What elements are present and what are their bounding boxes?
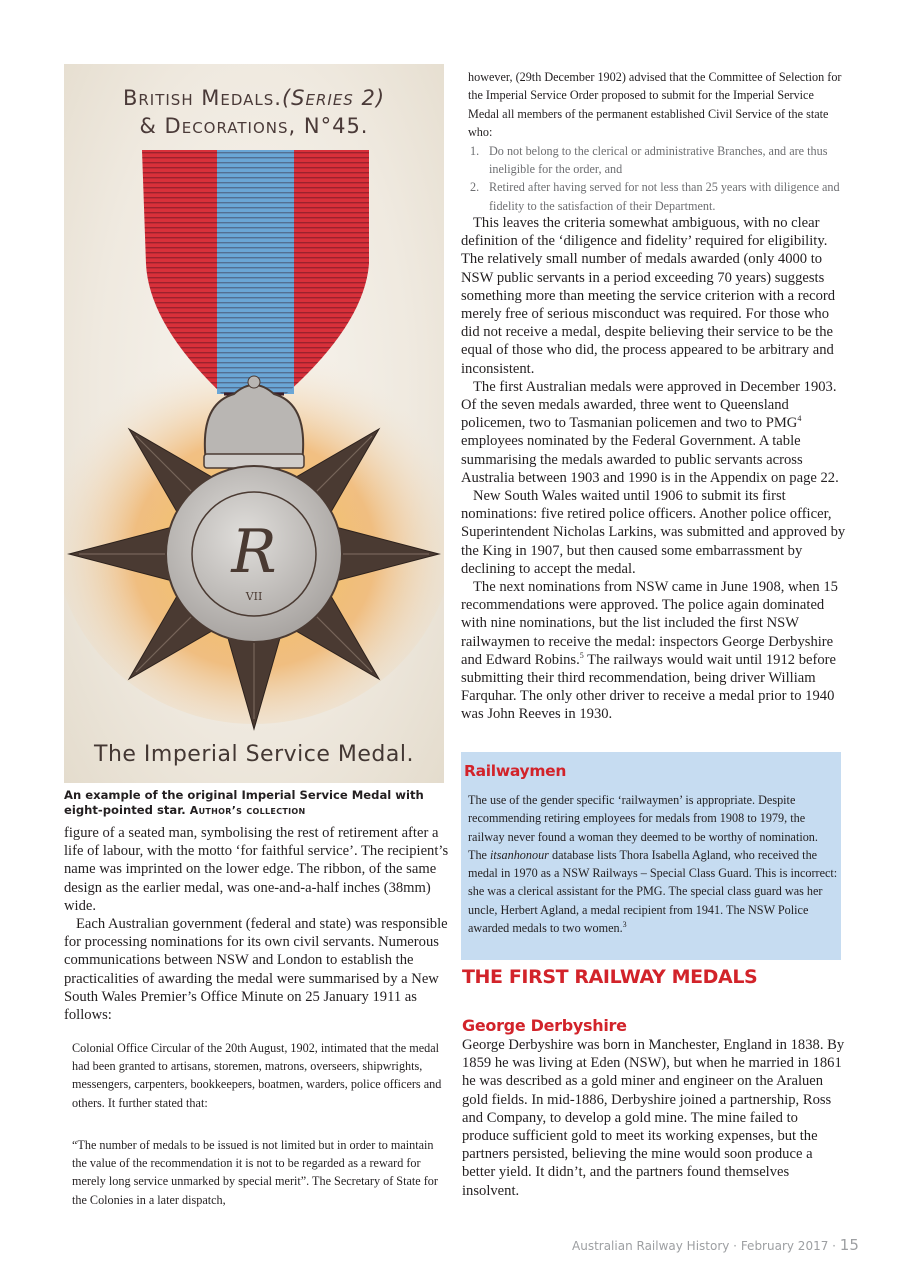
block-quote: Colonial Office Circular of the 20th August, 1902, intimated that the medal had been granted to artisans, storemen, matrons, overseers, shipwrights, messengers, carpenters, bookkeepers, boatmen, warders, police officers and others. It further stated that: <box>72 1041 442 1110</box>
footnote-ref[interactable]: 4 <box>797 414 802 424</box>
paragraph: This leaves the criteria somewhat ambiguous, with no clear definition of the ‘diligence and fidelity’ required for eligibility. The relatively small number of medals awarded (only 4000 to NSW public servants in a period exceeding 70 years) suggests something more than meeting the service criterion with a record merely free of serious misconduct was required. For those who did not receive a medal, despite believing their service to be the equal of those who did, the process appeared to be arbitrary and inconsistent. <box>461 215 836 377</box>
caption-text: An example of the original Imperial Service Medal with eight-pointed star. <box>64 788 424 817</box>
sidebar-title: Railwaymen <box>464 762 567 780</box>
paragraph: George Derbyshire was born in Manchester, England in 1838. By 1859 he was living at Eden (NSW), but when he married in 1861 he was described as a gold miner and engineer on the Araluen gold fields. In mid-1886, Derbyshire joined a partnership, Ross and Company, to develop a gold mine. The mine failed to produce sufficient gold to meet its working expenses, but the partners persisted, believing the mine would soon produce a better yield. It didn’t, and the partners found themselves insolvent. <box>462 1037 845 1199</box>
page-number: 15 <box>839 1236 859 1254</box>
footnote-ref[interactable]: 5 <box>579 651 584 661</box>
paragraph: New South Wales waited until 1906 to submit its first nominations: five retired police officers. Another police officer, Superintendent Nicholas Larkins, was submitted and approved by the King in 1907, but then caused some embarrassment by declining to accept the medal. <box>461 488 846 577</box>
figure-caption <box>64 788 454 818</box>
quote-text: however, (29th December 1902) advised that the Committee of Selection for the Imperial Service Order proposed to submit for the Imperial Service Medal all members of the permanent established Civil Service of the state who: <box>468 70 842 140</box>
medal-numeral: VII <box>245 590 263 603</box>
card-bottom-text: The Imperial Service Medal. <box>94 742 414 767</box>
block-quote: “The number of medals to be issued is not limited but in order to maintain the value of the recommendation it is not to be regarded as a reward for merely long service unmarked by special merit”. The Secretary of State for the Colonies in a later dispatch, <box>72 1138 438 1207</box>
sidebar-text: The use of the gender specific ‘railwaymen’ is appropriate. Despite recommending retiring employees for medals from 1908 to 1979, the railway never found a woman they deemed to be worthy of nomination. The itsanhonour database lists Thora Isabella Agland, who received the medal in 1970 as a NSW Railways – Special Class Guard. This is incorrect: she was a clerical assistant for the PMG. The special class guard was her uncle, Herbert Agland, a medal recipient from 1941. The NSW Police awarded medals to two women.$^3$ <box>468 793 838 936</box>
publication-info: Australian Railway History · February 2017 · <box>572 1239 840 1253</box>
left-column <box>64 824 456 1024</box>
caption-credit: Author’s collection <box>189 804 306 817</box>
right-column <box>461 214 846 724</box>
medal-card-image <box>64 64 444 783</box>
card-title-main: British Medals. <box>122 86 282 110</box>
card-title-series: (Series 2) <box>281 86 386 110</box>
database-name: itsanhonour <box>490 847 549 862</box>
section-heading: THE FIRST RAILWAY MEDALS <box>462 966 758 988</box>
footnote-ref[interactable]: 3 <box>622 920 627 930</box>
block-quote-continued <box>468 68 848 215</box>
paragraph: The next nominations from NSW came in June 1908, when 15 recommendations were approved. The police again dominated with nine nominations, but the list included the first NSW railwaymen to receive the medal: inspectors George Derbyshire and Edward Robins.$^5$ The railways would wait until 1912 before submitting their third recommendation, being driver William Farquhar. The only other driver to receive a medal prior to 1940 was John Reeves in 1930. <box>461 579 838 723</box>
paragraph: The first Australian medals were approved in December 1903. Of the seven medals awarded, three went to Queensland policemen, two to Tasmanian policemen and two to PMG$^4$ employees nominated by the Federal Government. A table summarising the medals awarded to public servants across Australia between 1903 and 1990 is in the Appendix on page 22. <box>461 378 839 486</box>
svg-text:R: R <box>231 517 277 587</box>
criteria-list <box>468 142 848 216</box>
medal-illustration <box>64 64 444 783</box>
page-footer <box>572 1236 859 1254</box>
card-title-number: & Decorations, N°45. <box>139 114 369 138</box>
list-item: 2. Retired after having served for not less than 25 years with diligence and fidelity to the satisfaction of their Department. <box>470 180 840 213</box>
subsection-heading: George Derbyshire <box>462 1016 627 1035</box>
railwaymen-sidebar <box>461 752 841 960</box>
card-title <box>64 84 444 140</box>
paragraph: Each Australian government (federal and state) was responsible for processing nominations for its own civil servants. Numerous communications between NSW and London to establish the practicalities of awarding the medal were summarised by a New South Wales Premier’s Office Minute on 25 January 1911 as follows: <box>64 916 448 1024</box>
paragraph: figure of a seated man, symbolising the rest of retirement after a life of labour, with the motto ‘for faithful service’. The recipient’s name was imprinted on the lower edge. The ribbon, of the same design as the earlier medal, was one-and-a-half inches (38mm) wide. <box>64 825 449 914</box>
derbyshire-column <box>462 1036 847 1200</box>
list-item: 1. Do not belong to the clerical or administrative Branches, and are thus ineligible for the order, and <box>470 143 828 177</box>
